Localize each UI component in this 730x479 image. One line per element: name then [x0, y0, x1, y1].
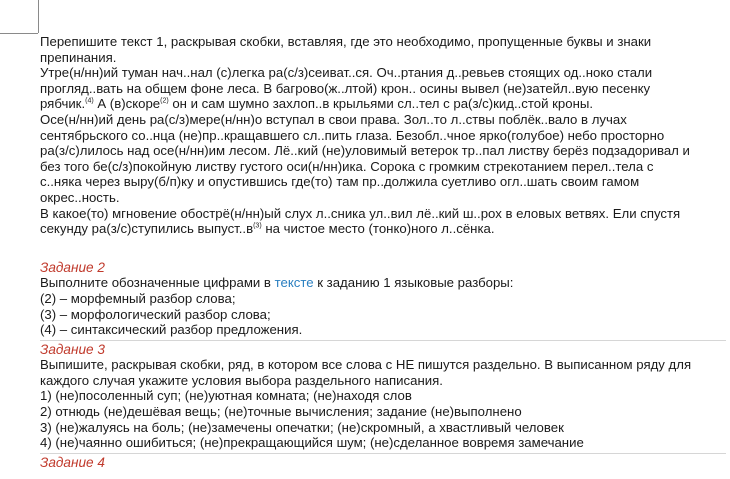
task2-intro — [40, 275, 726, 291]
page-corner-mark-horizontal — [0, 33, 38, 34]
text-link[interactable]: тексте — [274, 275, 314, 291]
document-body — [40, 34, 726, 470]
task3-option: 2) отнюдь (не)дешёвая вещь; (не)точные вычисления; задание (не)выполнено — [40, 404, 522, 420]
footnote-marker-2: (2) — [160, 97, 169, 105]
task1-text-line: прогляд..вать на общем фоне леса. В багрово(ж..лтой) крон.. осины вывел (не)затейл..вую песенку — [40, 80, 651, 96]
task1-text-line — [40, 221, 726, 237]
intro-text: Выполните обозначенные цифрами в — [40, 275, 275, 291]
text-fragment: секунду ра(з/с)ступились выпуст..в — [40, 221, 254, 237]
task3-option: 4) (не)чаянно ошибиться; (не)прекращающийся шум; (не)сделанное вовремя замечание — [40, 435, 584, 451]
task3-instruction-line: Выпишите, раскрывая скобки, ряд, в котором все слова с НЕ пишутся раздельно. В выписанном ряду для — [40, 357, 692, 373]
footnote-marker-4: (4) — [85, 97, 94, 105]
task1-text-line: сентябрьского со..нца (не)пр..кращавшего сл..пить глаза. Безобл..чное ярко(голубое) небо просторно — [40, 127, 665, 143]
task1-text-line: без того бе(с/з)покойную листву густого оси(н/нн)ика. Сорока с громким стрекотанием перел..тела с — [40, 158, 654, 174]
task3-option: 3) (не)жалуясь на боль; (не)замечены опечатки; (не)скромный, а хвастливый человек — [40, 419, 564, 435]
section-divider — [40, 340, 726, 341]
task2-item: (3) – морфологический разбор слова; — [40, 306, 271, 322]
text-fragment: он и сам шумно захлоп..в крыльями сл..тел с ра(з/с)кид..стой кроны. — [168, 96, 594, 112]
text-fragment: рябчик. — [40, 96, 86, 112]
task1-text-line: ра(з/с)лилось над осе(н/нн)им лесом. Лё..кий (не)уловимый ветерок тр..пал листву берёз подзадоривал и — [40, 143, 690, 159]
task2-item: (4) – синтаксический разбор предложения. — [40, 322, 303, 338]
task3-title: Задание 3 — [40, 341, 105, 357]
task1-text-line: Утре(н/нн)ий туман нач..нал (с)легка ра(с/з)сеиват..ся. Оч..ртания д..ревьев стоящих од..ноко стали — [40, 65, 653, 81]
section-divider — [40, 453, 726, 454]
task1-text-line: окрес..ность. — [40, 189, 120, 205]
task1-text-line: с..няка через выру(б/п)ку и опустившись где(то) там пр..должила суетливо огл..шать своим гамом — [40, 174, 640, 190]
footnote-marker-3: (3) — [253, 222, 262, 230]
task3-instruction-line: каждого случая укажите условия выбора раздельного написания. — [40, 372, 443, 388]
task1-text-line — [40, 96, 726, 112]
task3-option: 1) (не)посоленный суп; (не)уютная комната; (не)находя слов — [40, 388, 412, 404]
task1-text-line: Осе(н/нн)ий день ра(с/з)мере(н/нн)о вступал в свои права. Зол..то л..ствы поблёк..вало в лучах — [40, 111, 627, 127]
intro-text: к заданию 1 языковые разборы: — [313, 275, 514, 291]
task1-instruction-line: Перепишите текст 1, раскрывая скобки, вставляя, где это необходимо, пропущенные буквы и знаки — [40, 34, 652, 49]
task2-title: Задание 2 — [40, 259, 105, 275]
text-fragment: А (в)скоре — [93, 96, 161, 112]
page-corner-mark-vertical — [38, 0, 39, 33]
task1-text-line: В какое(то) мгновение обострё(н/нн)ый слух л..сника ул..вил лё..кий ш..рох в еловых ветвях. Ели спустя — [40, 205, 681, 221]
task4-title: Задание 4 — [40, 454, 105, 470]
task1-instruction-line: препинания. — [40, 49, 117, 65]
task2-item: (2) – морфемный разбор слова; — [40, 290, 236, 306]
text-fragment: на чистое место (тонко)ного л..сёнка. — [261, 221, 495, 237]
